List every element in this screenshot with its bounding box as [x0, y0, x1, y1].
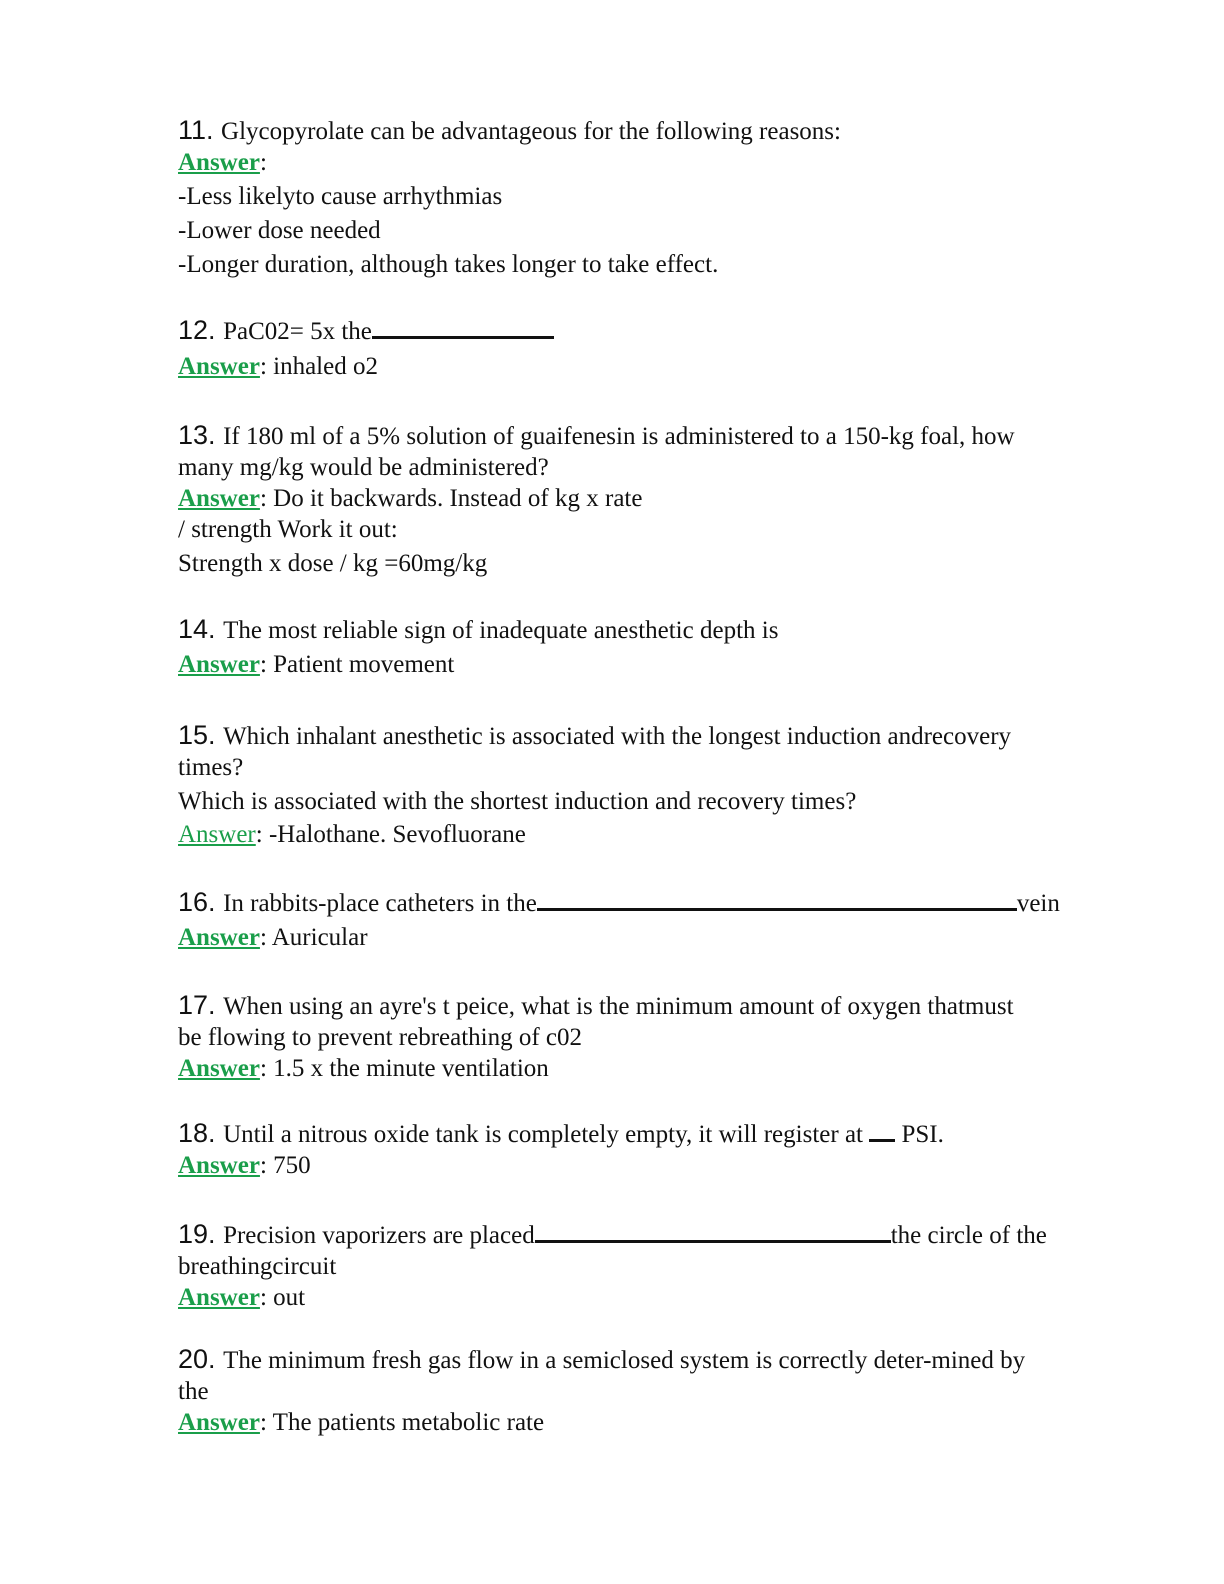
- question-text: PaC02= 5x the: [223, 318, 372, 345]
- question-11: 11. Glycopyrolate can be advantageous for the following reasons: Answer: -Less likelyto cause arrhythmias -Lower dose needed -Longer duration, although takes longer to take effect.: [178, 115, 1128, 280]
- answer-text: : -Halothane. Sevofluorane: [255, 821, 526, 848]
- question-text: Glycopyrolate can be advantageous for the following reasons:: [221, 118, 841, 145]
- answer-label: Answer: [178, 821, 256, 848]
- answer-label: Answer: [178, 1055, 260, 1082]
- question-text: many mg/kg would be administered?: [178, 454, 549, 481]
- fill-in-blank: [869, 1117, 895, 1142]
- question-text: Precision vaporizers are placed: [223, 1222, 535, 1249]
- answer-text: / strength Work it out:: [178, 516, 398, 543]
- answer-label: Answer: [178, 485, 260, 512]
- question-19: 19. Precision vaporizers are placed the circle of the breathingcircuit Answer: out: [178, 1218, 1128, 1313]
- question-number: 13: [178, 420, 209, 450]
- answer-text: : The patients metabolic rate: [259, 1409, 545, 1436]
- answer-text: : 750: [259, 1152, 311, 1179]
- question-text: When using an ayre's t peice, what is the minimum amount of oxygen thatmust: [223, 993, 1014, 1020]
- answer-label: Answer: [178, 149, 260, 176]
- question-20: 20. The minimum fresh gas flow in a semiclosed system is correctly deter-mined by the Answer: The patients metabolic rate: [178, 1344, 1128, 1438]
- question-number: 17: [178, 990, 209, 1020]
- question-text: Which is associated with the shortest induction and recovery times?: [178, 788, 857, 815]
- question-number: 15: [178, 720, 209, 750]
- answer-text: Strength x dose / kg =60mg/kg: [178, 550, 488, 577]
- answer-text: : Auricular: [259, 924, 368, 951]
- question-text: In rabbits-place catheters in the: [223, 890, 537, 917]
- question-number: 14: [178, 614, 209, 644]
- answer-line: -Less likelyto cause arrhythmias: [178, 183, 503, 210]
- question-text: the circle of the: [890, 1222, 1047, 1249]
- answer-text: : 1.5 x the minute ventilation: [259, 1055, 549, 1082]
- question-number: 20: [178, 1344, 209, 1374]
- question-18: 18. Until a nitrous oxide tank is completely empty, it will register at PSI. Answer: 750: [178, 1118, 944, 1179]
- answer-text: : out: [259, 1284, 306, 1311]
- answer-text: : Patient movement: [259, 651, 455, 678]
- question-text: Which inhalant anesthetic is associated with the longest induction andrecovery: [223, 723, 1012, 750]
- answer-label: Answer: [178, 1152, 260, 1179]
- question-text: The minimum fresh gas flow in a semiclosed system is correctly deter-mined by: [223, 1347, 1026, 1374]
- answer-text: : Do it backwards. Instead of kg x rate: [259, 485, 643, 512]
- question-number: 19: [178, 1219, 209, 1249]
- fill-in-blank: [537, 886, 1017, 911]
- question-number: 16: [178, 887, 209, 917]
- question-13: 13. If 180 ml of a 5% solution of guaifenesin is administered to a 150-kg foal, how many mg/kg would be administered? Answer: Do it backwards. Instead of kg x rate / strength Work it out: Strength x dose / kg =60mg/kg: [178, 420, 1128, 579]
- question-number: 11: [178, 115, 207, 145]
- question-number: 18: [178, 1118, 209, 1148]
- answer-line: -Lower dose needed: [178, 217, 381, 244]
- question-text: be flowing to prevent rebreathing of c02: [178, 1024, 583, 1051]
- answer-line: -Longer duration, although takes longer to take effect.: [178, 251, 719, 278]
- answer-label: Answer: [178, 1284, 260, 1311]
- question-text: The most reliable sign of inadequate anesthetic depth is: [223, 617, 779, 644]
- question-text: the: [178, 1378, 209, 1405]
- question-number: 12: [178, 315, 209, 345]
- question-12: 12. PaC02= 5x the Answer: inhaled o2: [178, 314, 1128, 382]
- question-text: If 180 ml of a 5% solution of guaifenesin is administered to a 150-kg foal, how: [223, 423, 1015, 450]
- answer-label: Answer: [178, 651, 260, 678]
- fill-in-blank: [372, 314, 554, 339]
- question-text: PSI.: [901, 1121, 944, 1148]
- question-text: times?: [178, 754, 244, 781]
- question-text: Until a nitrous oxide tank is completely empty, it will register at: [223, 1121, 863, 1148]
- answer-text: : inhaled o2: [259, 353, 378, 380]
- fill-in-blank: [535, 1218, 891, 1243]
- answer-label: Answer: [178, 353, 260, 380]
- answer-label: Answer: [178, 1409, 260, 1436]
- question-15: 15. Which inhalant anesthetic is associated with the longest induction andrecovery times? Which is associated with the shortest induction and recovery times? Answer: -Halothane. Sevofluorane: [178, 720, 1128, 850]
- question-text: vein: [1016, 890, 1060, 917]
- question-text: breathingcircuit: [178, 1253, 337, 1280]
- question-16: 16. In rabbits-place catheters in the vein Answer: Auricular: [178, 887, 1060, 951]
- answer-label: Answer: [178, 924, 260, 951]
- question-17: 17. When using an ayre's t peice, what is the minimum amount of oxygen thatmust be flowing to prevent rebreathing of c02 Answer: 1.5 x the minute ventilation: [178, 990, 1128, 1084]
- question-14: 14. The most reliable sign of inadequate anesthetic depth is Answer: Patient movement: [178, 614, 779, 678]
